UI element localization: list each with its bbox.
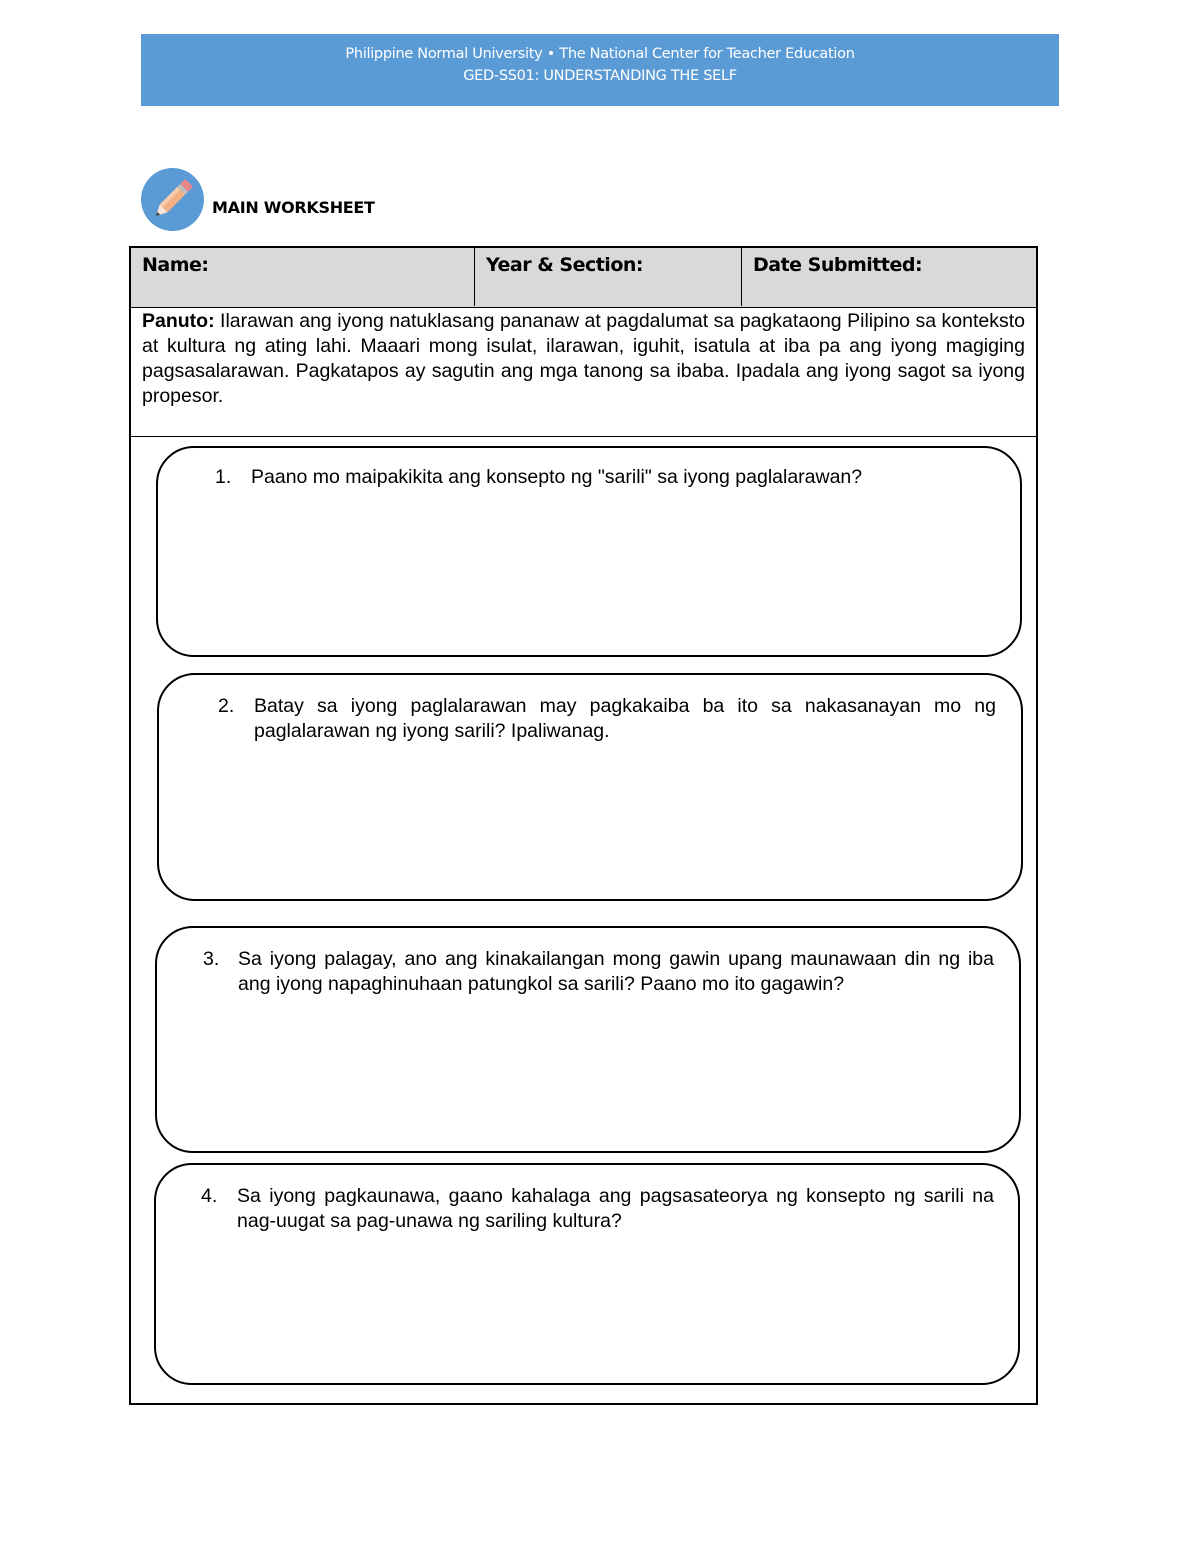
question-number: 4.: [201, 1185, 218, 1207]
question-2: [218, 694, 996, 744]
course-line: GED-SS01: UNDERSTANDING THE SELF: [463, 68, 737, 84]
info-row: [131, 248, 1036, 308]
instructions: [131, 308, 1036, 437]
university-line: Philippine Normal University • The National Center for Teacher Education: [345, 46, 855, 62]
year-section-field[interactable]: [475, 248, 742, 306]
year-section-label: Year & Section:: [486, 254, 643, 276]
date-submitted-field[interactable]: [742, 248, 1036, 306]
instructions-text: Ilarawan ang iyong natuklasang pananaw at pagdalumat sa pagkataong Pilipino sa konteksto at kultura ng ating lahi. Maaari mong isulat, ilarawan, iguhit, isatula at iba pa ang iyong magiging pagsasalarawan. Pagkatapos ay sagutin ang mga tanong sa ibaba. Ipadala ang iyong sagot sa iyong propesor.: [142, 310, 1025, 407]
question-text: Sa iyong pagkaunawa, gaano kahalaga ang pagsasateorya ng konsepto ng sarili na nag-uugat sa pag-unawa ng sariling kultura?: [237, 1185, 994, 1232]
instructions-label: Panuto:: [142, 310, 215, 332]
question-4: [201, 1184, 994, 1234]
question-3: [203, 947, 994, 997]
worksheet-title: MAIN WORKSHEET: [212, 198, 375, 217]
name-field[interactable]: [131, 248, 475, 306]
question-text: Batay sa iyong paglalarawan may pagkakaiba ba ito sa nakasanayan mo ng paglalarawan ng iyong sarili? Ipaliwanag.: [254, 695, 996, 742]
pencil-icon: [141, 168, 204, 231]
name-label: Name:: [142, 254, 209, 276]
question-text: Sa iyong palagay, ano ang kinakailangan mong gawin upang maunawaan din ng iba ang iyong napaghinuhaan patungkol sa sarili? Paano mo ito gagawin?: [238, 948, 994, 995]
question-number: 3.: [203, 948, 220, 970]
header-band: [141, 34, 1059, 106]
date-submitted-label: Date Submitted:: [753, 254, 923, 276]
question-1: [215, 465, 995, 490]
question-text: Paano mo maipakikita ang konsepto ng "sarili" sa iyong paglalarawan?: [251, 466, 863, 488]
question-number: 1.: [215, 466, 232, 488]
question-number: 2.: [218, 695, 235, 717]
